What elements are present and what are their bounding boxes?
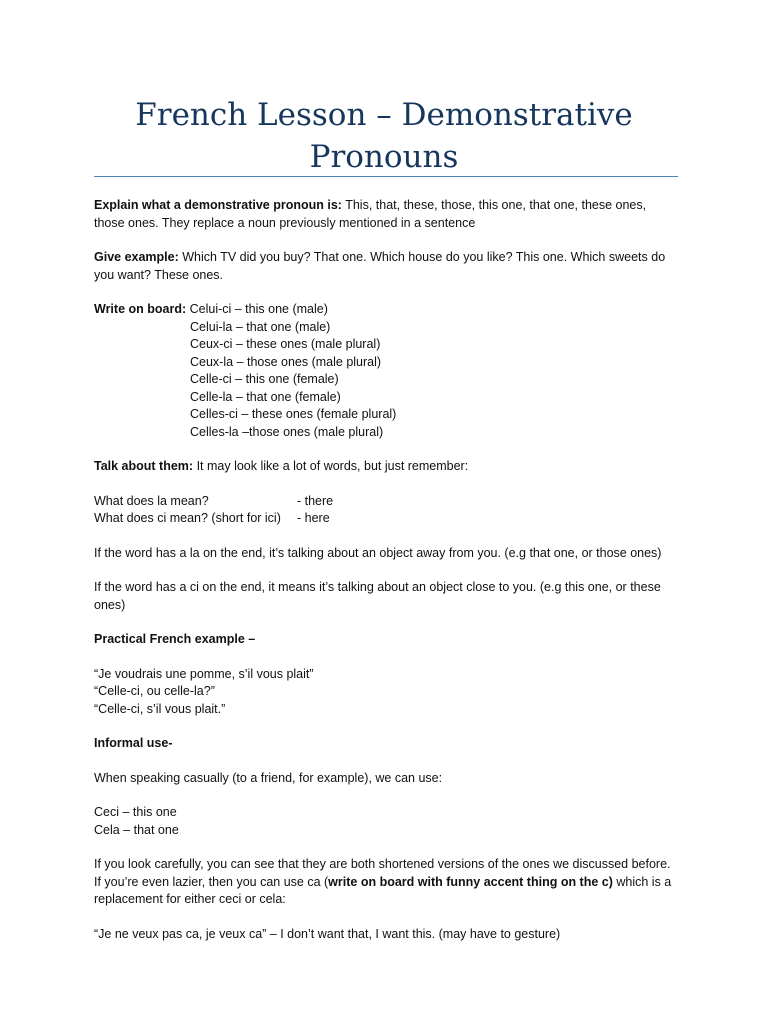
example-label: Give example:	[94, 250, 179, 264]
practical-heading-text: Practical French example –	[94, 632, 256, 646]
board-item: Celle-la – that one (female)	[190, 389, 341, 404]
informal-heading-text: Informal use-	[94, 736, 173, 750]
informal-heading	[94, 735, 674, 753]
definition-label: Explain what a demonstrative pronoun is:	[94, 198, 342, 212]
board-item: Ceux-la – those ones (male plural)	[190, 354, 382, 369]
talk-text: It may look like a lot of words, but just remember:	[193, 459, 469, 473]
ceci-cela-list	[94, 804, 674, 839]
definition-paragraph	[94, 197, 674, 232]
ci-paragraph: If the word has a ci on the end, it means it’s talking about an object close to you. (e.g this one, or these ones)	[94, 580, 661, 612]
board-list	[94, 301, 674, 441]
meaning-row	[94, 493, 674, 511]
meaning-question: What does la mean?	[94, 493, 209, 508]
title-underline	[94, 176, 678, 177]
meaning-table	[94, 493, 674, 528]
board-first-line	[94, 302, 328, 316]
lazier-pre: If you’re even lazier, then you can use ca (	[94, 874, 329, 889]
meaning-answer: - here	[297, 511, 330, 525]
talk-label: Talk about them:	[94, 459, 194, 473]
casual-paragraph: When speaking casually (to a friend, for example), we can use:	[94, 770, 443, 785]
example-paragraph	[94, 249, 674, 284]
dialogue	[94, 666, 674, 719]
board-item: Celles-la –those ones (male plural)	[190, 424, 384, 439]
board-item: Celui-ci – this one (male)	[186, 302, 328, 316]
board-label: Write on board:	[94, 302, 187, 316]
cela-line: Cela – that one	[94, 822, 179, 837]
document-body	[94, 197, 674, 960]
example-text: Which TV did you buy? That one. Which house do you like? This one. Which sweets do you want? These ones.	[94, 250, 666, 282]
practical-heading	[94, 631, 674, 649]
meaning-row	[94, 510, 674, 528]
title-line-2: Pronouns	[309, 139, 459, 175]
page-title	[94, 94, 674, 178]
lazier-bold: write on board with funny accent thing on the c)	[328, 874, 613, 889]
board-item: Celles-ci – these ones (female plural)	[190, 407, 397, 421]
meaning-question: What does ci mean? (short for ici)	[94, 511, 281, 525]
dialogue-line: “Celle-ci, s’il vous plait.”	[94, 701, 226, 716]
dialogue-line: “Je voudrais une pomme, s’il vous plait”	[94, 666, 314, 681]
dialogue-line: “Celle-ci, ou celle-la?”	[94, 684, 215, 698]
board-item: Ceux-ci – these ones (male plural)	[190, 337, 381, 351]
board-item: Celle-ci – this one (female)	[190, 372, 339, 386]
shortened-paragraph: If you look carefully, you can see that they are both shortened versions of the ones we discussed before.	[94, 857, 671, 871]
lazier-post: which is a replacement for either ceci or cela:	[94, 874, 672, 906]
title-line-1: French Lesson – Demonstrative	[135, 97, 633, 133]
ceci-line: Ceci – this one	[94, 805, 177, 819]
meaning-answer: - there	[297, 493, 334, 508]
board-item: Celui-la – that one (male)	[190, 319, 331, 334]
final-paragraph: “Je ne veux pas ca, je veux ca” – I don’t want that, I want this. (may have to gesture)	[94, 926, 561, 941]
lazier-paragraph	[94, 874, 674, 909]
la-paragraph: If the word has a la on the end, it’s talking about an object away from you. (e.g that one, or those ones)	[94, 545, 662, 560]
talk-paragraph	[94, 458, 674, 476]
definition-text: This, that, these, those, this one, that one, these ones, those ones. They replace a noun previously mentioned in a sentence	[94, 198, 647, 230]
